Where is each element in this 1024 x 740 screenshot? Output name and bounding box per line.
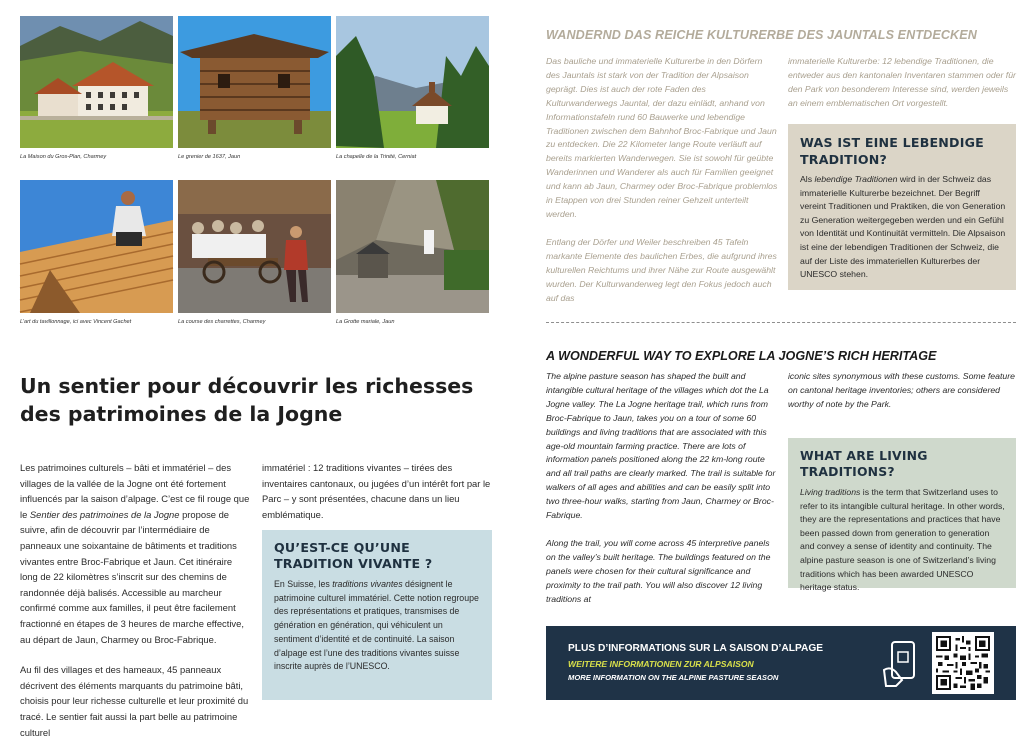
photo-tavillonnage (20, 180, 173, 313)
english-column-2 (788, 370, 1016, 412)
english-paragraph: Along the trail, you will come across 45 interpretive panels on the valley’s built heritage. The buildings featured on the panels were chosen for their cultural significance and proximity to the trail path. You will also discover 12 living traditions at (546, 537, 771, 604)
french-info-box (262, 530, 492, 700)
french-paragraph: immatériel : 12 traditions vivantes – tirées des inventaires cantonaux, ou jugées d’un intérêt fort par le Parc – y sont présentées, chacune dans un lieu emblématique. (262, 462, 491, 520)
banner-line-german: WEITERE INFORMATIONEN ZUR ALPSAISON (568, 659, 754, 669)
photo-caption: Le grenier de 1637, Jaun (178, 154, 241, 160)
banner-line-english: MORE INFORMATION ON THE ALPINE PASTURE SEASON (568, 673, 779, 682)
photo-maison-gros-plan (20, 16, 173, 148)
banner-line-french: PLUS D’INFORMATIONS SUR LA SAISON D’ALPAGE (568, 643, 824, 654)
german-paragraph: immaterielle Kulturerbe: 12 lebendige Traditionen, die entweder aus den kantonalen Inventaren stammen oder für den Park von besonderem Interesse sind, werden jeweils an einem emblematischen Ort vorgestellt. (788, 56, 1016, 108)
photo-caption: La Maison du Gros-Plan, Charmey (20, 154, 107, 160)
english-box-title: WHAT ARE LIVING TRADITIONS? (800, 448, 928, 479)
german-paragraph: Das bauliche und immaterielle Kulturerbe in den Dörfern des Jauntals ist stark von der Tradition der Alpsaison geprägt. Dies ist auch der rote Faden des Kulturwanderwegs Jauntal, der dazu einlädt, anhand von Informationstafeln rund 60 Bauwerke und lebendige Traditionen zwischen dem Bahnhof Broc-Fabrique und Jaun zu entdecken. Die 22 Kilometer lange Route verläuft auf bereits markierten Wanderwegen. Sie ist sowohl für geübte Wanderinnen und Wanderer als auch für Familien geeignet und kann ab Jaun, Charmey oder Broc-Fabrique problemlos in Etappen von drei Stunden reiner Gehzeit unterteilt werden. (546, 56, 778, 219)
german-box-title: WAS IST EINE LEBENDIGE TRADITION? (800, 135, 984, 167)
german-paragraph: Entlang der Dörfer und Weiler beschreiben 45 Tafeln markante Elemente des baulichen Erbes, die aufgrund ihres kulturellen Reichtums und ihrer Nähe zur Route ausgewählt wurden. Der Kulturwanderweg legt den Fokus jedoch auch auf das (546, 236, 777, 303)
english-paragraph: iconic sites synonymous with these customs. Some feature on cantonal heritage inventories; others are considered worthy of note by the Park. (788, 371, 1015, 409)
french-paragraph: Les patrimoines culturels – bâti et immatériel – des villages de la vallée de la Jogne ont été fortement influencés par la saison d’alpage. C’est ce fil rouge que le Sentier des patrimoines de la Jogne propose de suivre, afin de découvrir par l’intermédiaire de panneaux une soixantaine de bâtiments et traditions vivantes entre Broc-Fabrique et Jaun. Cet itinéraire long de 22 kilomètres s’inscrit sur des chemins de randonnée déjà balisés. Accessible au marcheur confirmé comme aux familles, il peut être facilement fractionné en étapes de 3 heures de marche effective, au départ de Jaun, Charmey ou Broc-Fabrique. (20, 462, 250, 645)
qr-code-icon[interactable] (932, 632, 994, 694)
french-title (20, 372, 500, 428)
french-column-2 (262, 460, 492, 522)
french-title-line1: Un sentier pour découvrir les richesses (20, 374, 474, 398)
german-heading: WANDERND DAS REICHE KULTURERBE DES JAUNTALS ENTDECKEN (546, 28, 977, 42)
photo-caption: L’art du tavillonnage, ici avec Vincent Gachet (20, 319, 132, 325)
german-box-text: Als lebendige Traditionen wird in der Schweiz das immaterielle Kulturerbe bezeichnet. Der Begriff vereint Traditionen und Praktiken, die von Generation zu Generation weitergegeben werden und ein Gefühl von Identität und Kontinuität vermitteln. Die Alpsaison ist eine der lebendigen Traditionen der Schweiz, die auf der Liste des immateriellen Kulturerbes der UNESCO stehen. (800, 174, 1006, 280)
french-box-text: En Suisse, les traditions vivantes désignent le patrimoine culturel immatériel. Cette notion regroupe des représentations et pratiques, transmises de génération en génération, qui véhiculent un sentiment d’identité et de continuité. La saison d’alpage est l’une des traditions vivantes suisse inscrite auprès de l’UNESCO. (274, 579, 479, 672)
german-info-box (788, 124, 1016, 290)
photo-chapelle-trinite (336, 16, 489, 148)
german-column-2 (788, 55, 1016, 111)
french-box-title: QU’EST-CE QU’UNE TRADITION VIVANTE ? (274, 540, 433, 571)
photo-grenier-1637 (178, 16, 331, 148)
more-info-banner[interactable] (546, 626, 1016, 700)
phone-scan-icon (882, 640, 922, 688)
section-divider (546, 322, 1016, 323)
french-column-1 (20, 460, 252, 740)
english-box-text: Living traditions is the term that Switzerland uses to refer to its intangible cultural heritage. In other words, they are the representations and practices that have been passed down from generation to generation and convey a sense of identity and continuity. The alpine pasture season is one of Switzerland’s living traditions which has been awarded UNESCO heritage status. (800, 487, 1005, 593)
photo-grotte-mariale (336, 180, 489, 313)
english-heading: A WONDERFUL WAY TO EXPLORE LA JOGNE’S RICH HERITAGE (546, 349, 937, 363)
photo-course-charrettes (178, 180, 331, 313)
german-column-1 (546, 55, 778, 305)
photo-caption: La Grotte mariale, Jaun (336, 319, 395, 325)
french-title-line2: des patrimoines de la Jogne (20, 402, 343, 426)
english-info-box (788, 438, 1016, 593)
photo-caption: La chapelle de la Trinité, Cerniat (336, 154, 417, 160)
french-paragraph: Au fil des villages et des hameaux, 45 panneaux décrivent des éléments marquants du patrimoine bâti, choisis pour leur richesse culturelle et leur proximité du tracé. Le sentier fait aussi la part belle au patrimoine culturel (20, 664, 249, 738)
english-column-1 (546, 370, 778, 607)
photo-caption: La course des charrettes, Charmey (178, 319, 266, 325)
english-paragraph: The alpine pasture season has shaped the built and intangible cultural heritage of the villages which dot the La Jogne valley. The La Jogne heritage trail, which runs from Broc-Fabrique to Jaun, takes you on a tour of some 60 buildings and living traditions that are associated with this age-old mountain farming practice. There are lots of information panels positioned along the 22 km-long route and all trail paths are clearly marked. The trail is suitable for walkers of all ages and abilities and can be easily split into two three-hour walks, starting from Jaun, Charmey or Broc-Fabrique. (546, 371, 776, 521)
